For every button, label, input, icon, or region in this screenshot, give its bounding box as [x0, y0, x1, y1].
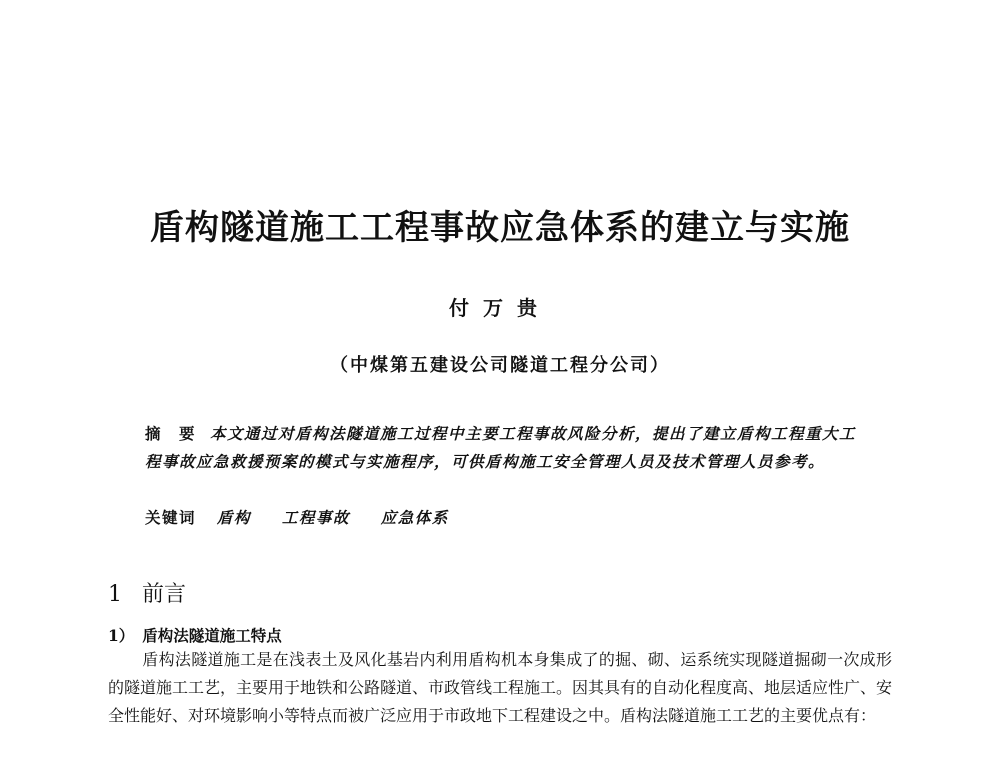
keyword-item: 工程事故 — [281, 508, 350, 527]
keyword-item: 应急体系 — [380, 508, 449, 527]
abstract-label: 摘 要 — [145, 424, 197, 443]
body-paragraph-text: 盾构法隧道施工是在浅表土及风化基岩内利用盾构机本身集成了的掘、砌、运系统实现隧道掘砌一次成形的隧道施工工艺，主要用于地铁和公路隧道、市政管线工程施工。因其具有的自动化程度高、地层适应性广、安全性能好、对环境影响小等特点而被广泛应用于市政地下工程建设之中。盾构法隧道施工工艺的主要优点有： — [108, 650, 893, 725]
section-title: 前言 — [142, 582, 187, 607]
abstract-text: 本文通过对盾构法隧道施工过程中主要工程事故风险分析，提出了建立盾构工程重大工程事故应急救援预案的模式与实施程序，可供盾构施工安全管理人员及技术管理人员参考。 — [145, 424, 857, 471]
author-name: 付万贵 — [449, 296, 551, 320]
paper-title: 盾构隧道施工工程事故应急体系的建立与实施 — [150, 208, 850, 248]
body-paragraph — [108, 646, 892, 730]
author-affiliation: （中煤第五建设公司隧道工程分公司） — [330, 355, 670, 376]
keywords-label: 关键词 — [145, 508, 197, 527]
section-number: 1 — [108, 582, 122, 607]
subsection-number: 1） — [108, 626, 135, 645]
subsection-title: 盾构法隧道施工特点 — [142, 626, 282, 645]
section-heading — [108, 577, 186, 608]
keyword-item: 盾构 — [216, 508, 251, 527]
subsection-heading — [108, 624, 282, 646]
keywords — [145, 504, 865, 532]
abstract — [145, 420, 865, 476]
